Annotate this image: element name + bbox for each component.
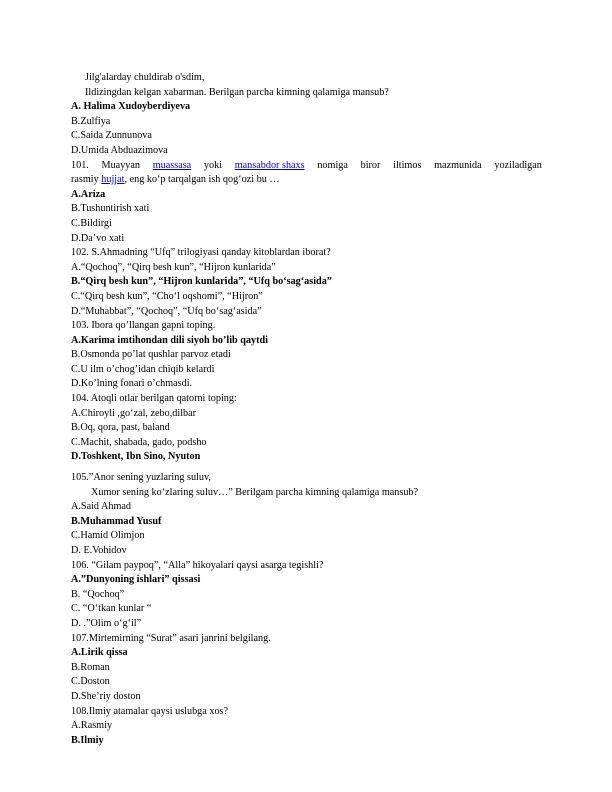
answer-102-d: D.“Muhabbat”, “Qochoq”, “Ufq bo‘sag‘asida”: [71, 305, 262, 317]
answer-100-b: B.Zulfiya: [71, 115, 111, 127]
answer-108-a: A.Rasmiy: [71, 720, 113, 732]
document-page: [71, 71, 542, 748]
question-101-line-1: 101. Muayyan muassasa yoki mansabdor shaxs nomiga biror iltimos mazmunida yoziladigan: [71, 159, 542, 174]
question-108: 108.Ilmiy atamalar qaysi uslubga xos?: [71, 705, 229, 717]
answer-107-a: A.Lirik qissa: [71, 647, 128, 659]
answer-104-c: C.Machit, shabada, gado, podsho: [71, 436, 207, 448]
link-muassasa[interactable]: muassasa: [152, 159, 192, 171]
answer-103-d: D.Ko’lning fonari o’chmasdi.: [71, 378, 193, 390]
answer-105-b: B.Muhammad Yusuf: [71, 515, 162, 527]
question-107: 107.Mirtemirning “Surat” asari janrini belgilang.: [71, 632, 271, 644]
answer-102-a: A.“Qochoq”, “Qirq besh kun”, “Hijron kunlarida”: [71, 261, 276, 273]
answer-100-d: D.Umida Abduazimova: [71, 144, 168, 156]
question-100-text: Ildizingdan kelgan xabarman. Berilgan parcha kimning qalamiga mansub?: [85, 86, 389, 98]
question-105-line-2: Xumor sening ko‘zlaring suluv…” Berilgam parcha kimning qalamiga mansub?: [91, 486, 419, 498]
link-hujjat[interactable]: hujjat: [101, 174, 125, 186]
answer-106-d: D. .”Olim o‘g‘il”: [71, 617, 142, 629]
answer-101-a: A.Ariza: [71, 188, 106, 200]
answer-104-d: D.Toshkent, Ibn Sino, Nyuton: [71, 451, 201, 463]
question-103: 103. Ibora qo’llangan gapni toping.: [71, 320, 216, 332]
answer-102-b: B.“Qirq besh kun”, “Hijron kunlarida”, “Ufq bo‘sag‘asida”: [71, 276, 332, 288]
answer-106-c: C. “O‘tkan kunlar “: [71, 603, 152, 615]
poem-line-1: Jilg'alarday chuldirab o'sdim,: [85, 72, 205, 83]
answer-107-b: B.Roman: [71, 661, 110, 673]
question-106: 106. “Gilam paypoq”, “Alla” hikoyalari qaysi asarga tegishli?: [71, 559, 324, 571]
answer-103-b: B.Osmonda po’lat qushlar parvoz etadi: [71, 349, 231, 361]
question-102: 102. S.Ahmadning “Ufq” trilogiyasi qanday kitoblardan iborat?: [71, 247, 331, 259]
answer-106-a: A.”Dunyoning ishlari” qissasi: [71, 574, 201, 586]
question-101-line-2: rasmiy hujjat, eng ko‘p tarqalgan ish qog‘ozi bu …: [71, 174, 280, 186]
answer-105-a: A.Said Ahmad: [71, 501, 131, 513]
answer-103-a: A.Karima imtihondan dili siyoh bo’lib qaytdi: [71, 334, 269, 346]
answer-104-b: B.Oq, qora, past, baland: [71, 422, 170, 434]
answer-101-d: D.Da’vo xati: [71, 232, 125, 244]
answer-103-c: C.U ilm o’chog’idan chiqib kelardi: [71, 363, 215, 375]
answer-107-d: D.She’riy doston: [71, 690, 141, 702]
link-mansabdor-shaxs[interactable]: mansabdor shaxs: [234, 159, 305, 171]
answer-101-b: B.Tushuntirish xati: [71, 203, 150, 215]
answer-105-d: D. E.Vohidov: [71, 545, 127, 556]
answer-107-c: C.Doston: [71, 676, 110, 688]
answer-104-a: A.Chiroyli ,go‘zal, zebo,dilbar: [71, 407, 197, 419]
answer-108-b: B.Ilmiy: [71, 734, 104, 746]
answer-101-c: C.Bildirgi: [71, 217, 112, 229]
question-104: 104. Atoqli otlar berilgan qatorni toping:: [71, 393, 237, 405]
answer-105-c: C.Hamid Olimjon: [71, 530, 145, 542]
answer-102-c: C.“Qirq besh kun”, “Cho‘l oqshomi”, “Hijron”: [71, 290, 263, 302]
question-105-line-1: 105.”Anor sening yuzlaring suluv,: [71, 472, 211, 484]
answer-100-a: A. Halima Xudoyberdiyeva: [71, 101, 191, 113]
answer-100-c: C.Saida Zunnunova: [71, 130, 152, 142]
answer-106-b: B. “Qochoq”: [71, 588, 125, 600]
